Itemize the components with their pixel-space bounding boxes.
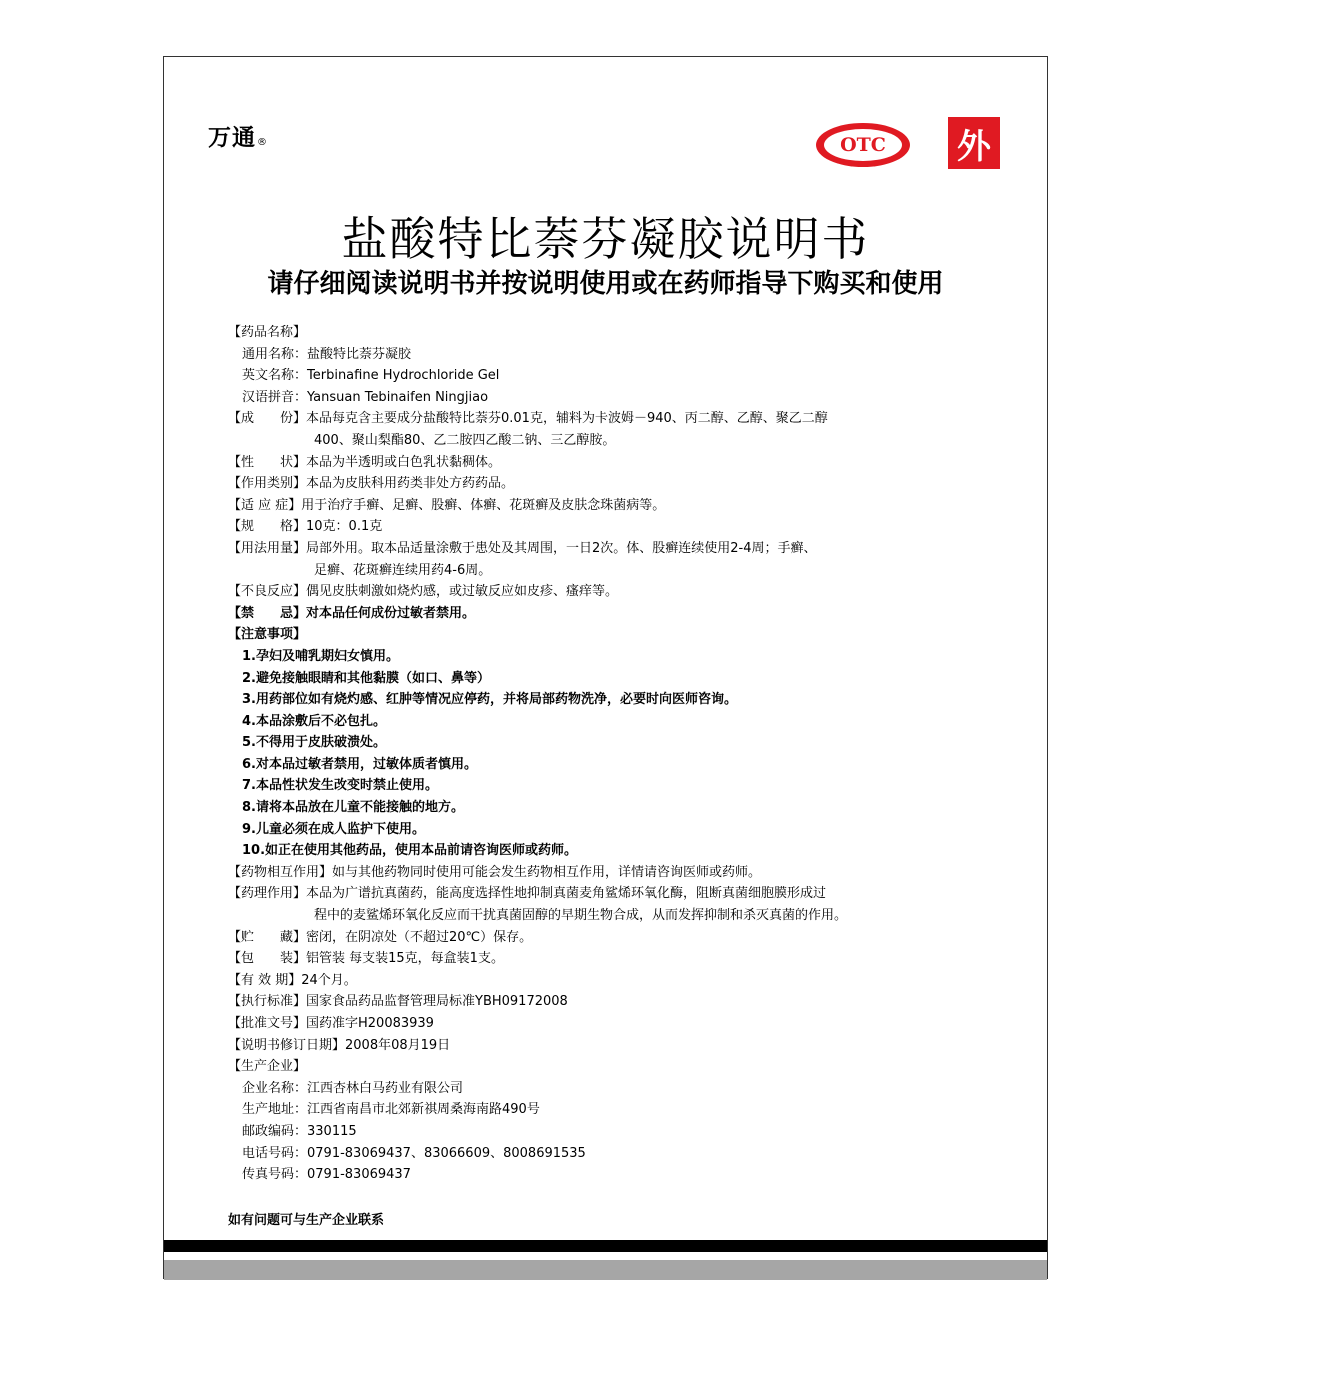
instruction-body [228, 322, 1028, 1186]
pharmacology: 【药理作用】本品为广谱抗真菌药，能高度选择性地抑制真菌麦角鲨烯环氧化酶，阻断真菌细胞膜形成过 [228, 886, 827, 902]
precaution-item: 1.孕妇及哺乳期妇女慎用。 [242, 648, 399, 664]
precaution-item: 2.避免接触眼睛和其他黏膜（如口、鼻等） [242, 670, 490, 686]
section-drug-name: 【药品名称】 [228, 325, 307, 340]
dosage: 【用法用量】局部外用。取本品适量涂敷于患处及其周围，一日2次。体、股癣连续使用2-4周；手癣、 [228, 540, 817, 556]
validity: 【有 效 期】24个月。 [228, 972, 357, 988]
dosage-cont: 足癣、花斑癣连续用药4-6周。 [314, 562, 492, 578]
approval-number: 【批准文号】国药准字H20083939 [228, 1016, 434, 1031]
footer-black-bar [164, 1240, 1047, 1252]
document-subtitle: 请仔细阅读说明书并按说明使用或在药师指导下购买和使用 [267, 269, 944, 299]
drug-interactions: 【药物相互作用】如与其他药物同时使用可能会发生药物相互作用，详情请咨询医师或药师。 [228, 864, 762, 880]
precaution-item: 4.本品涂敷后不必包扎。 [242, 713, 386, 729]
storage: 【贮 藏】密闭，在阴凉处（不超过20℃）保存。 [228, 929, 533, 945]
document-title: 盐酸特比萘芬凝胶说明书 [341, 212, 870, 266]
composition-cont: 400、聚山梨酯80、乙二胺四乙酸二钠、三乙醇胺。 [314, 432, 616, 448]
precaution-item: 7.本品性状发生改变时禁止使用。 [242, 778, 438, 794]
company-address: 生产地址：江西省南昌市北郊新祺周桑海南路490号 [242, 1102, 540, 1118]
description: 【性 状】本品为半透明或白色乳状黏稠体。 [228, 454, 502, 470]
composition: 【成 份】本品每克含主要成分盐酸特比萘芬0.01克，辅料为卡波姆－940、丙二醇、乙醇、聚乙二醇 [228, 411, 828, 427]
postal-code: 邮政编码：330115 [242, 1123, 357, 1139]
adverse-reactions: 【不良反应】偶见皮肤刺激如烧灼感，或过敏反应如皮疹、瘙痒等。 [228, 584, 619, 600]
fax-number: 传真号码：0791-83069437 [242, 1167, 411, 1183]
precaution-item: 6.对本品过敏者禁用，过敏体质者慎用。 [242, 756, 477, 772]
specification: 【规 格】10克：0.1克 [228, 519, 383, 535]
package: 【包 装】铝管装 每支装15克，每盒装1支。 [228, 951, 504, 967]
footer-gray-bar [164, 1260, 1047, 1280]
pinyin-name: 汉语拼音：Yansuan Tebinaifen Ningjiao [242, 389, 489, 405]
generic-name: 通用名称：盐酸特比萘芬凝胶 [242, 346, 412, 362]
precaution-item: 5.不得用于皮肤破溃处。 [242, 735, 386, 751]
section-manufacturer: 【生产企业】 [228, 1059, 307, 1075]
revision-date: 【说明书修订日期】2008年08月19日 [228, 1037, 451, 1053]
standard: 【执行标准】国家食品药品监督管理局标准YBH09172008 [228, 994, 568, 1010]
indications: 【适 应 症】用于治疗手癣、足癣、股癣、体癣、花斑癣及皮肤念珠菌病等。 [228, 497, 666, 513]
company-name: 企业名称：江西杏林白马药业有限公司 [242, 1080, 464, 1096]
precaution-item: 3.用药部位如有烧灼感、红肿等情况应停药，并将局部药物洗净，必要时向医师咨询。 [242, 692, 737, 708]
english-name: 英文名称：Terbinafine Hydrochloride Gel [242, 368, 500, 384]
contraindications: 【禁 忌】对本品任何成份过敏者禁用。 [228, 605, 476, 621]
otc-badge: OTC [816, 123, 910, 167]
pharmacology-cont: 程中的麦鲨烯环氧化反应而干扰真菌固醇的早期生物合成，从而发挥抑制和杀灭真菌的作用。 [314, 908, 848, 924]
phone-number: 电话号码：0791-83069437、83066609、8008691535 [242, 1145, 586, 1161]
precaution-item: 9.儿童必须在成人监护下使用。 [242, 821, 425, 837]
precaution-item: 8.请将本品放在儿童不能接触的地方。 [242, 800, 464, 816]
brand-logo: 万通® [208, 125, 268, 151]
contact-note: 如有问题可与生产企业联系 [228, 1213, 385, 1228]
registered-mark: ® [257, 137, 268, 148]
category: 【作用类别】本品为皮肤科用药类非处方药药品。 [228, 476, 515, 492]
instruction-sheet [163, 56, 1048, 1279]
external-use-badge: 外 [948, 117, 1000, 169]
section-precautions: 【注意事项】 [228, 627, 307, 643]
precaution-item: 10.如正在使用其他药品，使用本品前请咨询医师或药师。 [242, 843, 578, 859]
